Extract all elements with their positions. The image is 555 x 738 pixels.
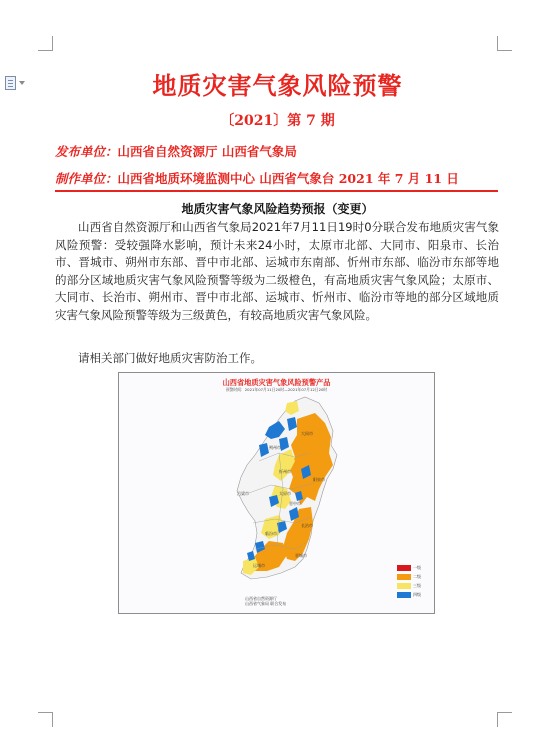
publisher-value: 山西省自然资源厅 山西省气象局: [117, 144, 297, 159]
shanxi-map-graphic: [119, 373, 434, 613]
publisher-label: 发布单位：: [55, 144, 118, 159]
producer-line: [55, 169, 459, 187]
page-corner-bottom-left: [38, 712, 53, 727]
forecast-paragraph: 山西省自然资源厅和山西省气象局2021年7月11日19时0分联合发布地质灾害气象风险预警：受较强降水影响，预计未来24小时，太原市北部、大同市、阳泉市、长治市、晋城市、朔州市东部、晋中市北部、运城市东南部、忻州市东部、临汾市东部等地的部分区域地质灾害气象风险预警等级为二级橙色，有高地质灾害气象风险；太原市、大同市、长治市、朔州市、晋中市北部、运城市、忻州市、临汾市等地的部分区域地质灾害气象风险预警等级为三级黄色，有较高地质灾害气象风险。: [55, 220, 499, 322]
city-label: 太原市: [279, 491, 291, 496]
warning-map: [118, 372, 435, 614]
map-footer-line: 山西省自然资源厅: [245, 596, 277, 601]
city-label: 大同市: [301, 431, 313, 436]
section-heading: 地质灾害气象风险趋势预报（变更）: [181, 202, 374, 216]
legend-item: [397, 574, 429, 581]
legend-swatch: [397, 583, 411, 589]
legend-label: 三级: [413, 583, 421, 588]
legend-label: 四级: [413, 592, 421, 597]
city-label: 晋城市: [295, 553, 307, 558]
page-corner-top-left: [38, 36, 53, 51]
city-label: 临汾市: [265, 531, 277, 536]
publisher-line: [55, 142, 297, 160]
map-title: 山西省地质灾害气象风险预警产品: [222, 378, 331, 387]
city-label: 阳泉市: [313, 477, 325, 482]
legend-swatch: [397, 574, 411, 580]
legend-swatch: [397, 565, 411, 571]
map-time-range: 预警时间：2021年07月11日20时—2021年07月12日20时: [225, 387, 328, 392]
producer-label: 制作单位：: [55, 171, 118, 186]
map-legend: [397, 565, 429, 601]
legend-swatch: [397, 592, 411, 598]
legend-label: 一级: [413, 565, 421, 570]
legend-item: [397, 565, 429, 572]
producer-value: 山西省地质环境监测中心 山西省气象台 2021 年 7 月 11 日: [117, 171, 459, 186]
map-footer-line: 山西省气象局 联合发布: [245, 601, 287, 606]
header-divider: [55, 190, 498, 192]
legend-item: [397, 583, 429, 590]
issue-number: 〔2021〕第 7 期: [220, 113, 335, 129]
map-footer: [245, 596, 286, 606]
city-label: 朔州市: [269, 445, 281, 450]
legend-label: 二级: [413, 574, 421, 579]
city-label: 吕梁市: [237, 491, 249, 496]
page-corner-bottom-right: [497, 712, 512, 727]
city-label: 晋中市: [289, 501, 301, 506]
legend-item: [397, 592, 429, 599]
page-corner-top-right: [497, 36, 512, 51]
closing-paragraph: 请相关部门做好地质灾害防治工作。: [78, 351, 262, 365]
page-title: 地质灾害气象风险预警: [152, 71, 403, 100]
city-label: 运城市: [253, 563, 265, 568]
city-label: 忻州市: [279, 469, 291, 474]
city-label: 长治市: [301, 523, 313, 528]
